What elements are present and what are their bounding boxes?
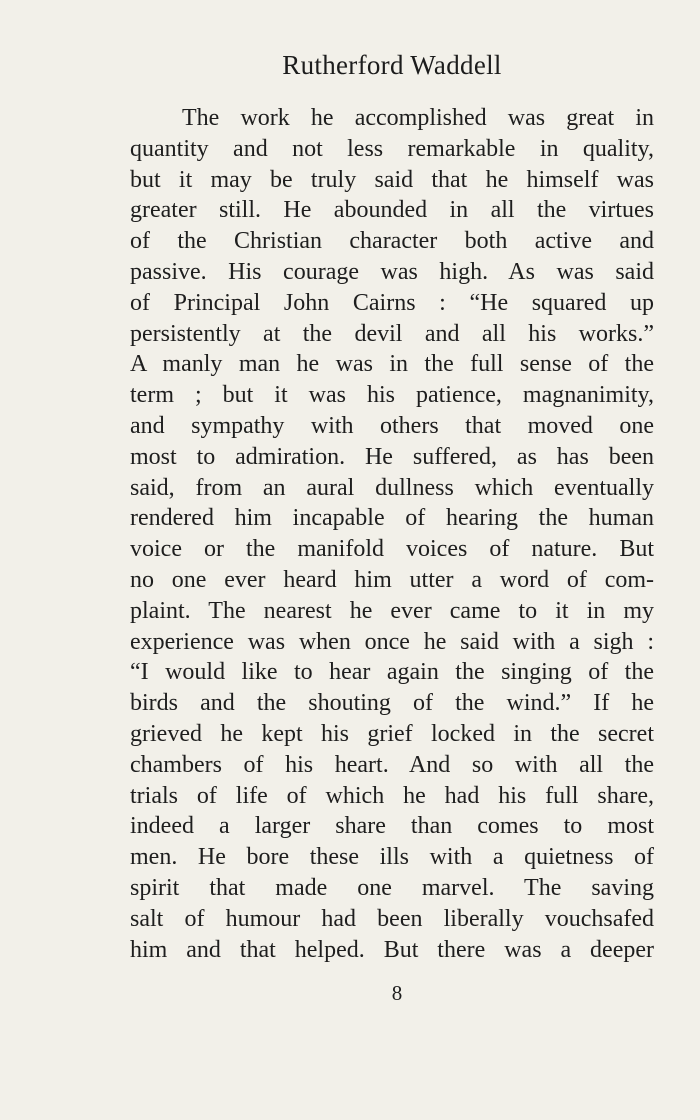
- text-line: “I would like to hear again the singing of the: [130, 659, 654, 686]
- text-line: plaint. The nearest he ever came to it in my: [130, 597, 654, 624]
- text-line: birds and the shouting of the wind.” If he: [130, 690, 654, 717]
- text-line: and sympathy with others that moved one: [130, 412, 654, 439]
- text-line: salt of humour had been liberally vouchsafed: [130, 905, 654, 932]
- text-line: grieved he kept his grief locked in the secret: [130, 720, 654, 747]
- text-line: passive. His courage was high. As was said: [130, 258, 654, 285]
- text-line: voice or the manifold voices of nature. But: [130, 536, 654, 563]
- body-text: [130, 103, 654, 965]
- text-line: experience was when once he said with a sigh :: [130, 628, 654, 655]
- text-line: A manly man he was in the full sense of the: [130, 351, 654, 378]
- text-line: quantity and not less remarkable in quality,: [130, 135, 654, 162]
- text-line: chambers of his heart. And so with all the: [130, 751, 654, 778]
- text-line: most to admiration. He suffered, as has been: [130, 443, 654, 470]
- text-line: rendered him incapable of hearing the human: [130, 505, 654, 532]
- text-line: persistently at the devil and all his works.”: [130, 320, 654, 347]
- text-line: term ; but it was his patience, magnanimity,: [130, 382, 654, 409]
- text-line: of the Christian character both active and: [130, 228, 654, 255]
- text-line: trials of life of which he had his full share,: [130, 782, 654, 809]
- text-line: no one ever heard him utter a word of com-: [130, 566, 654, 593]
- text-line: indeed a larger share than comes to most: [130, 813, 654, 840]
- text-line: The work he accomplished was great in: [182, 105, 654, 131]
- text-line: spirit that made one marvel. The saving: [130, 874, 654, 901]
- text-line: men. He bore these ills with a quietness of: [130, 844, 654, 871]
- text-line: him and that helped. But there was a deeper: [130, 936, 654, 963]
- text-line: but it may be truly said that he himself was: [130, 166, 654, 193]
- text-line: greater still. He abounded in all the virtues: [130, 197, 654, 224]
- text-line: of Principal John Cairns : “He squared up: [130, 289, 654, 316]
- page-number: 8: [391, 981, 403, 1005]
- text-line: said, from an aural dullness which eventually: [130, 474, 654, 501]
- running-head: Rutherford Waddell: [282, 50, 502, 80]
